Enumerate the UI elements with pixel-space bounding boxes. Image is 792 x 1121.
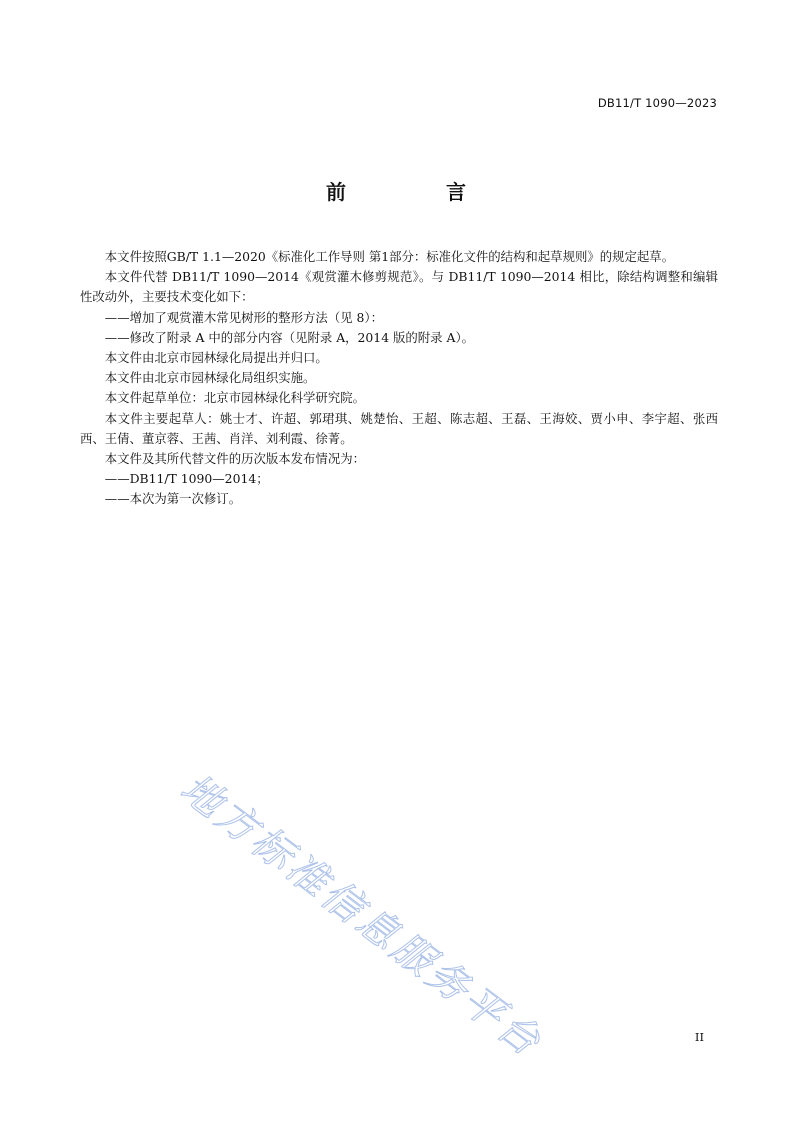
paragraph-proposer: 本文件由北京市园林绿化局提出并归口。 xyxy=(104,350,328,366)
foreword-body xyxy=(80,247,718,510)
paragraph-drafters: 本文件主要起草人：姚士才、许超、郭珺琪、姚楚怡、王超、陈志超、王磊、王海姣、贾小申、李宇超、张西西、王倩、董京蓉、王茜、肖洋、刘利霞、徐菁。 xyxy=(80,410,718,446)
list-item-change-added: ——增加了观赏灌木常见树形的整形方法（见 8）： xyxy=(104,309,384,325)
list-item-change-modified: ——修改了附录 A 中的部分内容（见附录 A，2014 版的附录 A）。 xyxy=(104,329,475,345)
paragraph-implementer: 本文件由北京市园林绿化局组织实施。 xyxy=(104,370,316,386)
paragraph-drafting-basis: 本文件按照GB/T 1.1—2020《标准化工作导则 第1部分：标准化文件的结构和起草规则》的规定起草。 xyxy=(104,249,675,264)
paragraph-version-history: 本文件及其所代替文件的历次版本发布情况为： xyxy=(104,451,365,467)
list-item-previous-version: ——DB11/T 1090—2014； xyxy=(104,471,269,487)
page-title: 前 言 xyxy=(326,180,506,204)
paragraph-drafting-unit: 本文件起草单位：北京市园林绿化科学研究院。 xyxy=(104,390,365,406)
document-code-header: DB11/T 1090—2023 xyxy=(597,96,717,110)
page-number: II xyxy=(694,1030,704,1044)
watermark: 地方标准信息服务平台 xyxy=(171,765,551,1067)
paragraph-replacement: 本文件代替 DB11/T 1090—2014《观赏灌木修剪规范》。与 DB11/T 1090—2014 相比，除结构调整和编辑性改动外，主要技术变化如下： xyxy=(80,269,718,305)
list-item-current-revision: ——本次为第一次修订。 xyxy=(104,491,242,507)
